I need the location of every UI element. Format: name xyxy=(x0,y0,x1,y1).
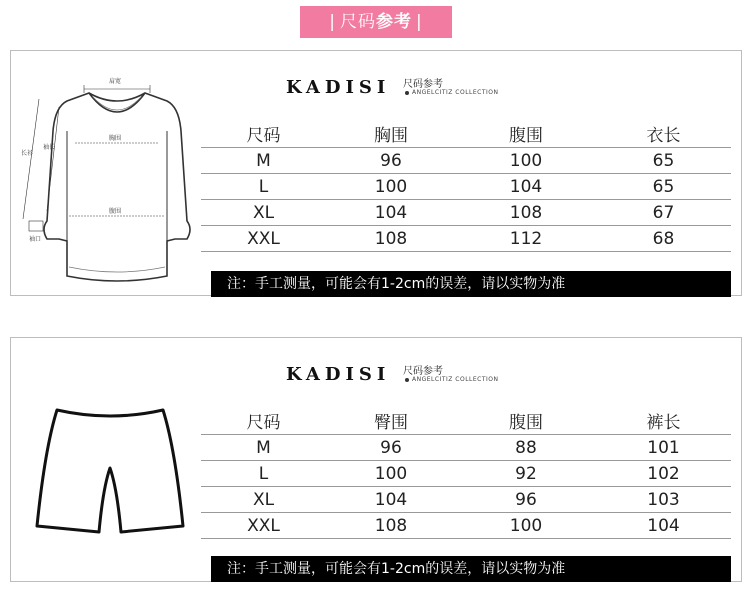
table-cell: 96 xyxy=(326,148,456,174)
bottom-brand-tag xyxy=(405,376,499,383)
top-measurement-note: 注：手工测量，可能会有1-2cm的误差，请以实物为准 xyxy=(211,271,731,297)
table-cell: 65 xyxy=(596,174,731,200)
shorts-diagram xyxy=(25,398,195,548)
table-cell: L xyxy=(201,461,326,487)
table-row xyxy=(201,461,731,487)
cuff-label: 袖口 xyxy=(29,236,42,243)
length-label: 长衫 xyxy=(21,150,34,157)
bullet-icon xyxy=(405,91,409,95)
banner-prefix: | xyxy=(329,12,336,32)
table-row xyxy=(201,200,731,226)
bullet-icon xyxy=(405,378,409,382)
banner-title-plain: 尺码 xyxy=(340,12,376,32)
table-cell: 100 xyxy=(456,148,596,174)
top-size-table xyxy=(201,119,731,252)
table-cell: XXL xyxy=(201,226,326,252)
table-cell: 103 xyxy=(596,487,731,513)
bottom-brand-logo: KADISI xyxy=(286,364,391,385)
top-brand-tag xyxy=(405,89,499,96)
table-cell: M xyxy=(201,435,326,461)
table-cell: XL xyxy=(201,200,326,226)
table-cell: XXL xyxy=(201,513,326,539)
table-header-row xyxy=(201,119,731,148)
column-header: 胸围 xyxy=(326,119,456,148)
table-cell: 65 xyxy=(596,148,731,174)
table-header-row xyxy=(201,406,731,435)
chest-label: 胸围 xyxy=(109,135,122,142)
waist-label: 腹围 xyxy=(109,208,122,215)
top-brand-tag-text: ANGELCITIZ COLLECTION xyxy=(412,89,499,96)
table-row xyxy=(201,226,731,252)
top-size-panel xyxy=(10,50,742,296)
column-header: 裤长 xyxy=(596,406,731,435)
table-cell: 100 xyxy=(326,174,456,200)
column-header: 衣长 xyxy=(596,119,731,148)
table-row xyxy=(201,513,731,539)
table-cell: 100 xyxy=(456,513,596,539)
column-header: 尺码 xyxy=(201,119,326,148)
table-row xyxy=(201,148,731,174)
table-row xyxy=(201,487,731,513)
bottom-brand-subtitle: 尺码参考 xyxy=(403,366,443,377)
table-cell: 96 xyxy=(456,487,596,513)
sleeve-label: 袖长 xyxy=(43,144,56,151)
table-cell: 96 xyxy=(326,435,456,461)
table-cell: 112 xyxy=(456,226,596,252)
table-cell: 108 xyxy=(326,226,456,252)
bottom-size-table xyxy=(201,406,731,539)
bottom-size-panel xyxy=(10,337,742,582)
top-brand-logo: KADISI xyxy=(286,77,391,98)
banner-suffix: | xyxy=(416,12,423,32)
table-cell: M xyxy=(201,148,326,174)
table-cell: 100 xyxy=(326,461,456,487)
table-row xyxy=(201,174,731,200)
column-header: 尺码 xyxy=(201,406,326,435)
bottom-brand-tag-text: ANGELCITIZ COLLECTION xyxy=(412,376,499,383)
table-cell: XL xyxy=(201,487,326,513)
top-garment-diagram xyxy=(17,71,197,293)
column-header: 腹围 xyxy=(456,406,596,435)
table-row xyxy=(201,435,731,461)
table-cell: 102 xyxy=(596,461,731,487)
table-cell: 101 xyxy=(596,435,731,461)
table-cell: 104 xyxy=(326,487,456,513)
section-banner xyxy=(300,6,452,38)
column-header: 腹围 xyxy=(456,119,596,148)
table-cell: 108 xyxy=(456,200,596,226)
table-cell: 88 xyxy=(456,435,596,461)
table-cell: 67 xyxy=(596,200,731,226)
table-cell: 108 xyxy=(326,513,456,539)
table-cell: 68 xyxy=(596,226,731,252)
bottom-measurement-note: 注：手工测量，可能会有1-2cm的误差，请以实物为准 xyxy=(211,556,731,582)
table-cell: L xyxy=(201,174,326,200)
table-cell: 104 xyxy=(326,200,456,226)
banner-title-bold: 参考 xyxy=(376,12,412,32)
shoulder-label: 肩宽 xyxy=(109,78,122,85)
table-cell: 104 xyxy=(596,513,731,539)
table-cell: 104 xyxy=(456,174,596,200)
table-cell: 92 xyxy=(456,461,596,487)
column-header: 臀围 xyxy=(326,406,456,435)
top-brand-subtitle: 尺码参考 xyxy=(403,79,443,90)
